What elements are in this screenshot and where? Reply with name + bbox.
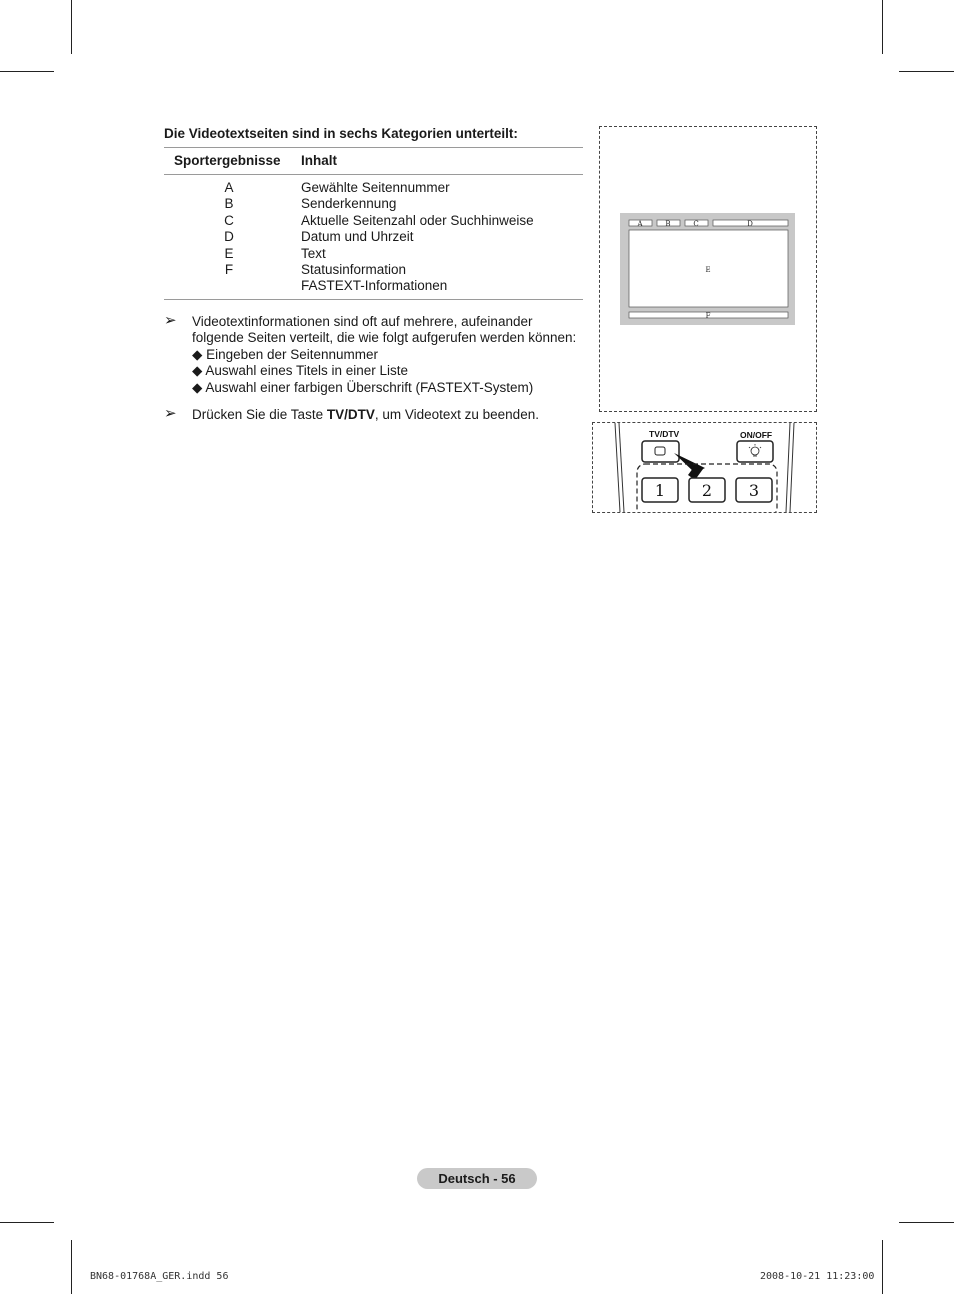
row-key: F bbox=[224, 261, 234, 277]
teletext-screen-illustration bbox=[600, 127, 816, 411]
table-header-rule bbox=[164, 174, 583, 175]
list-item-text: Auswahl einer farbigen Überschrift (FASTEXT-System) bbox=[205, 379, 534, 395]
crop-mark bbox=[882, 1240, 883, 1294]
note-text-after: , um Videotext zu beenden. bbox=[374, 407, 539, 422]
crop-mark bbox=[0, 71, 54, 72]
list-item bbox=[192, 363, 576, 379]
diamond-bullet-icon: ◆ bbox=[192, 363, 203, 379]
crop-mark bbox=[899, 71, 954, 72]
diamond-bullet-icon: ◆ bbox=[192, 379, 203, 395]
label-e: E bbox=[705, 266, 711, 274]
table-row bbox=[164, 180, 583, 196]
row-value: Text bbox=[301, 245, 326, 261]
table-row bbox=[164, 246, 583, 262]
note-key-name: TV/DTV bbox=[326, 407, 375, 422]
label-d: D bbox=[747, 220, 753, 228]
crop-mark bbox=[899, 1222, 954, 1223]
label-c: C bbox=[693, 220, 699, 228]
label-a: A bbox=[637, 220, 643, 228]
tvdtv-label: TV/DTV bbox=[649, 429, 680, 439]
row-value: FASTEXT-Informationen bbox=[301, 278, 448, 294]
row-key bbox=[164, 278, 294, 294]
teletext-diagram bbox=[599, 126, 817, 412]
remote-illustration bbox=[592, 422, 817, 513]
footer-file-info: BN68-01768A_GER.indd 56 bbox=[90, 1271, 229, 1282]
label-f: F bbox=[705, 312, 711, 320]
crop-mark bbox=[0, 1222, 54, 1223]
table-header-key: Sportergebnisse bbox=[174, 153, 281, 168]
note-text bbox=[192, 314, 576, 396]
table-body bbox=[164, 180, 583, 295]
remote-drawing bbox=[593, 423, 816, 512]
tvdtv-button[interactable] bbox=[642, 441, 679, 462]
label-b: B bbox=[665, 220, 671, 228]
list-item-text: Auswahl eines Titels in einer Liste bbox=[205, 363, 409, 379]
arrow-right-icon: ➢ bbox=[164, 312, 177, 329]
crop-mark bbox=[882, 0, 883, 54]
row-key: E bbox=[224, 245, 234, 261]
key-3-label: 3 bbox=[748, 481, 760, 500]
table-top-rule bbox=[164, 147, 583, 148]
table-row bbox=[164, 278, 583, 294]
table-row bbox=[164, 196, 583, 212]
crop-mark bbox=[71, 0, 72, 54]
key-2-label: 2 bbox=[701, 481, 713, 500]
row-key: D bbox=[224, 229, 234, 245]
page-number-badge: Deutsch - 56 bbox=[417, 1168, 537, 1189]
section-heading: Die Videotextseiten sind in sechs Kategorien unterteilt: bbox=[164, 126, 518, 141]
table-row bbox=[164, 213, 583, 229]
note-line: folgende Seiten verteilt, die wie folgt aufgerufen werden können: bbox=[192, 330, 577, 346]
table-bottom-rule bbox=[164, 299, 583, 300]
diamond-bullet-icon: ◆ bbox=[192, 346, 203, 362]
table-row bbox=[164, 229, 583, 245]
table-header-value: Inhalt bbox=[301, 153, 337, 168]
key-1-label: 1 bbox=[654, 481, 666, 500]
row-key: A bbox=[224, 180, 234, 195]
row-value: Aktuelle Seitenzahl oder Suchhinweise bbox=[301, 212, 534, 228]
note-text-before: Drücken Sie die Taste bbox=[192, 407, 327, 422]
row-value: Datum und Uhrzeit bbox=[301, 229, 414, 245]
list-item bbox=[192, 347, 576, 363]
table-row bbox=[164, 262, 583, 278]
row-key: C bbox=[224, 212, 234, 228]
note-line: Videotextinformationen sind oft auf mehrere, aufeinander bbox=[192, 314, 533, 329]
list-item bbox=[192, 380, 576, 396]
crop-mark bbox=[71, 1240, 72, 1294]
row-key: B bbox=[224, 196, 234, 212]
note-text bbox=[192, 407, 539, 423]
arrow-right-icon: ➢ bbox=[164, 405, 177, 422]
onoff-label: ON/OFF bbox=[740, 430, 773, 440]
list-item-text: Eingeben der Seitennummer bbox=[206, 346, 379, 362]
row-value: Gewählte Seitennummer bbox=[301, 180, 450, 195]
row-value: Statusinformation bbox=[301, 261, 407, 277]
footer-timestamp: 2008-10-21 11:23:00 bbox=[760, 1271, 875, 1282]
row-value: Senderkennung bbox=[301, 196, 397, 212]
